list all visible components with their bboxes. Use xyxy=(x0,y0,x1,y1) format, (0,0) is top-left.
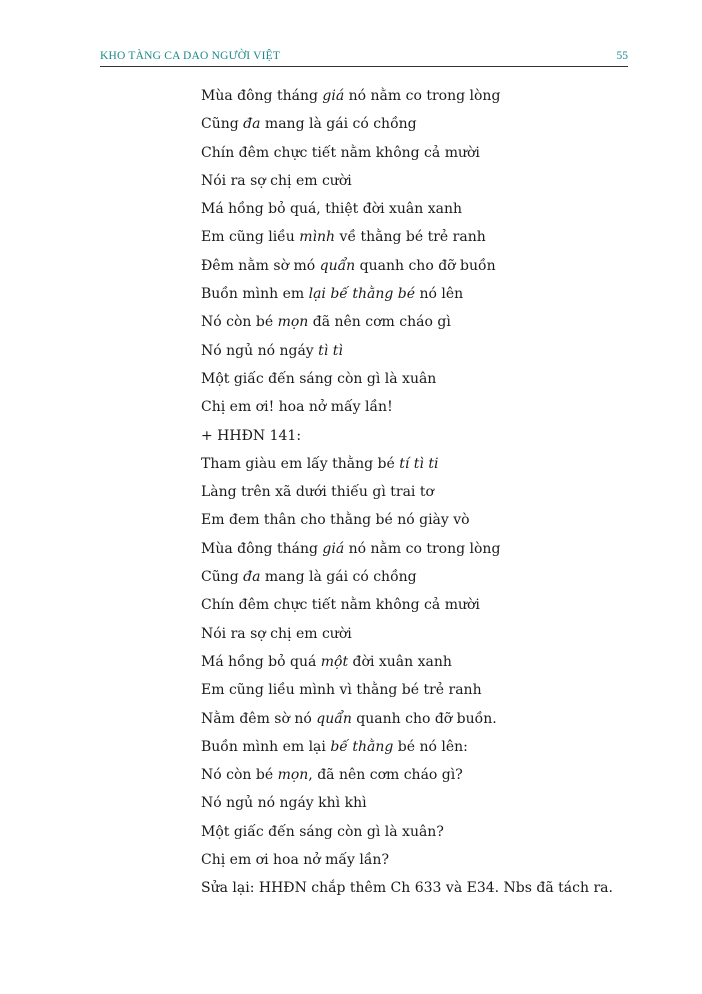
poem-line xyxy=(201,478,661,506)
text-segment: + HHĐN 141: xyxy=(201,427,302,444)
text-segment: nó nằm co trong lòng xyxy=(344,88,501,104)
poem-line xyxy=(201,252,661,280)
italic-segment: giá xyxy=(322,540,345,557)
poem-line xyxy=(201,874,661,902)
italic-segment: mình xyxy=(299,229,336,246)
text-segment: Nằm đêm sờ nó xyxy=(201,710,317,727)
poem-body xyxy=(201,82,661,903)
italic-segment: đa xyxy=(243,569,261,586)
poem-line xyxy=(201,676,661,704)
text-segment: Sửa lại: HHĐN chắp thêm Ch 633 và E34. Nbs đã tách ra. xyxy=(201,880,613,897)
poem-line xyxy=(201,139,661,167)
text-segment: về thằng bé trẻ ranh xyxy=(335,229,486,246)
text-segment: Buồn mình em lại xyxy=(201,738,331,755)
text-segment: đã nên cơm cháo gì xyxy=(308,314,451,331)
poem-line xyxy=(201,110,661,138)
text-segment: Chị em ơi! hoa nở mấy lần! xyxy=(201,399,393,416)
poem-line xyxy=(201,846,661,874)
text-segment: Một giấc đến sáng còn gì là xuân xyxy=(201,370,437,387)
text-segment: Đêm nằm sờ mó xyxy=(201,257,320,274)
italic-segment: mọn xyxy=(277,767,309,784)
page-number: 55 xyxy=(616,50,628,62)
italic-segment: tí tì ti xyxy=(399,455,439,472)
poem-line xyxy=(201,818,661,846)
text-segment: Em cũng liều xyxy=(201,229,300,246)
poem-line xyxy=(201,789,661,817)
italic-segment: đa xyxy=(243,116,261,133)
text-segment: Một giấc đến sáng còn gì là xuân? xyxy=(201,823,444,840)
poem-line xyxy=(201,422,661,450)
text-segment: Nói ra sợ chị em cười xyxy=(201,172,352,189)
italic-segment: lại bế thằng bé xyxy=(308,286,416,303)
text-segment: Em cũng liều mình vì thằng bé trẻ ranh xyxy=(201,682,482,699)
poem-line xyxy=(201,563,661,591)
text-segment: đời xuân xanh xyxy=(348,653,452,670)
poem-line xyxy=(201,195,661,223)
poem-line xyxy=(201,761,661,789)
poem-line xyxy=(201,365,661,393)
text-segment: nó lên xyxy=(415,286,464,303)
text-segment: Em đem thân cho thằng bé nó giày vò xyxy=(201,512,470,529)
text-segment: Chín đêm chực tiết nằm không cả mười xyxy=(201,597,480,614)
text-segment: Nói ra sợ chị em cười xyxy=(201,625,352,642)
text-segment: Làng trên xã dưới thiếu gì trai tơ xyxy=(201,484,434,501)
text-segment: Má hồng bỏ quá xyxy=(201,653,321,670)
text-segment: Nó ngủ nó ngáy khì khì xyxy=(201,795,367,812)
poem-line xyxy=(201,648,661,676)
text-segment: mang là gái có chồng xyxy=(260,116,417,133)
text-segment: , đã nên cơm cháo gì? xyxy=(308,767,463,784)
poem-line xyxy=(201,167,661,195)
text-segment: quanh cho đỡ buồn xyxy=(355,257,496,274)
text-segment: Cũng xyxy=(201,569,244,586)
italic-segment: tì tì xyxy=(318,342,343,359)
text-segment: Nó còn bé xyxy=(201,314,278,331)
poem-line xyxy=(201,591,661,619)
poem-line xyxy=(201,535,661,563)
text-segment: quanh cho đỡ buồn. xyxy=(351,710,497,727)
italic-segment: một xyxy=(320,653,349,670)
poem-line xyxy=(201,620,661,648)
italic-segment: quẩn xyxy=(316,710,352,727)
book-title: KHO TÀNG CA DAO NGƯỜI VIỆT xyxy=(100,50,281,62)
poem-line xyxy=(201,280,661,308)
italic-segment: giá xyxy=(322,88,345,104)
poem-line xyxy=(201,337,661,365)
text-segment: mang là gái có chồng xyxy=(260,569,417,586)
text-segment: Tham giàu em lấy thằng bé xyxy=(201,455,400,472)
running-header xyxy=(100,48,628,67)
poem-line xyxy=(201,393,661,421)
poem-line xyxy=(201,450,661,478)
italic-segment: bế thằng xyxy=(330,738,394,755)
text-segment: Buồn mình em xyxy=(201,286,309,303)
italic-segment: quẩn xyxy=(319,257,356,274)
poem-line xyxy=(201,82,661,110)
poem-line xyxy=(201,223,661,251)
text-segment: Nó ngủ nó ngáy xyxy=(201,342,319,359)
text-segment: bé nó lên: xyxy=(393,738,468,755)
italic-segment: mọn xyxy=(277,314,309,331)
text-segment: Mùa đông tháng xyxy=(201,540,323,557)
text-segment: Mùa đông tháng xyxy=(201,88,323,104)
text-segment: Cũng xyxy=(201,116,244,133)
poem-line xyxy=(201,308,661,336)
text-segment: Chín đêm chực tiết nằm không cả mười xyxy=(201,144,480,161)
text-segment: Má hồng bỏ quá, thiệt đời xuân xanh xyxy=(201,201,463,218)
text-segment: Nó còn bé xyxy=(201,767,278,784)
text-segment: nó nằm co trong lòng xyxy=(344,540,501,557)
poem-line xyxy=(201,733,661,761)
text-segment: Chị em ơi hoa nở mấy lần? xyxy=(201,852,389,869)
poem-line xyxy=(201,506,661,534)
poem-line xyxy=(201,705,661,733)
